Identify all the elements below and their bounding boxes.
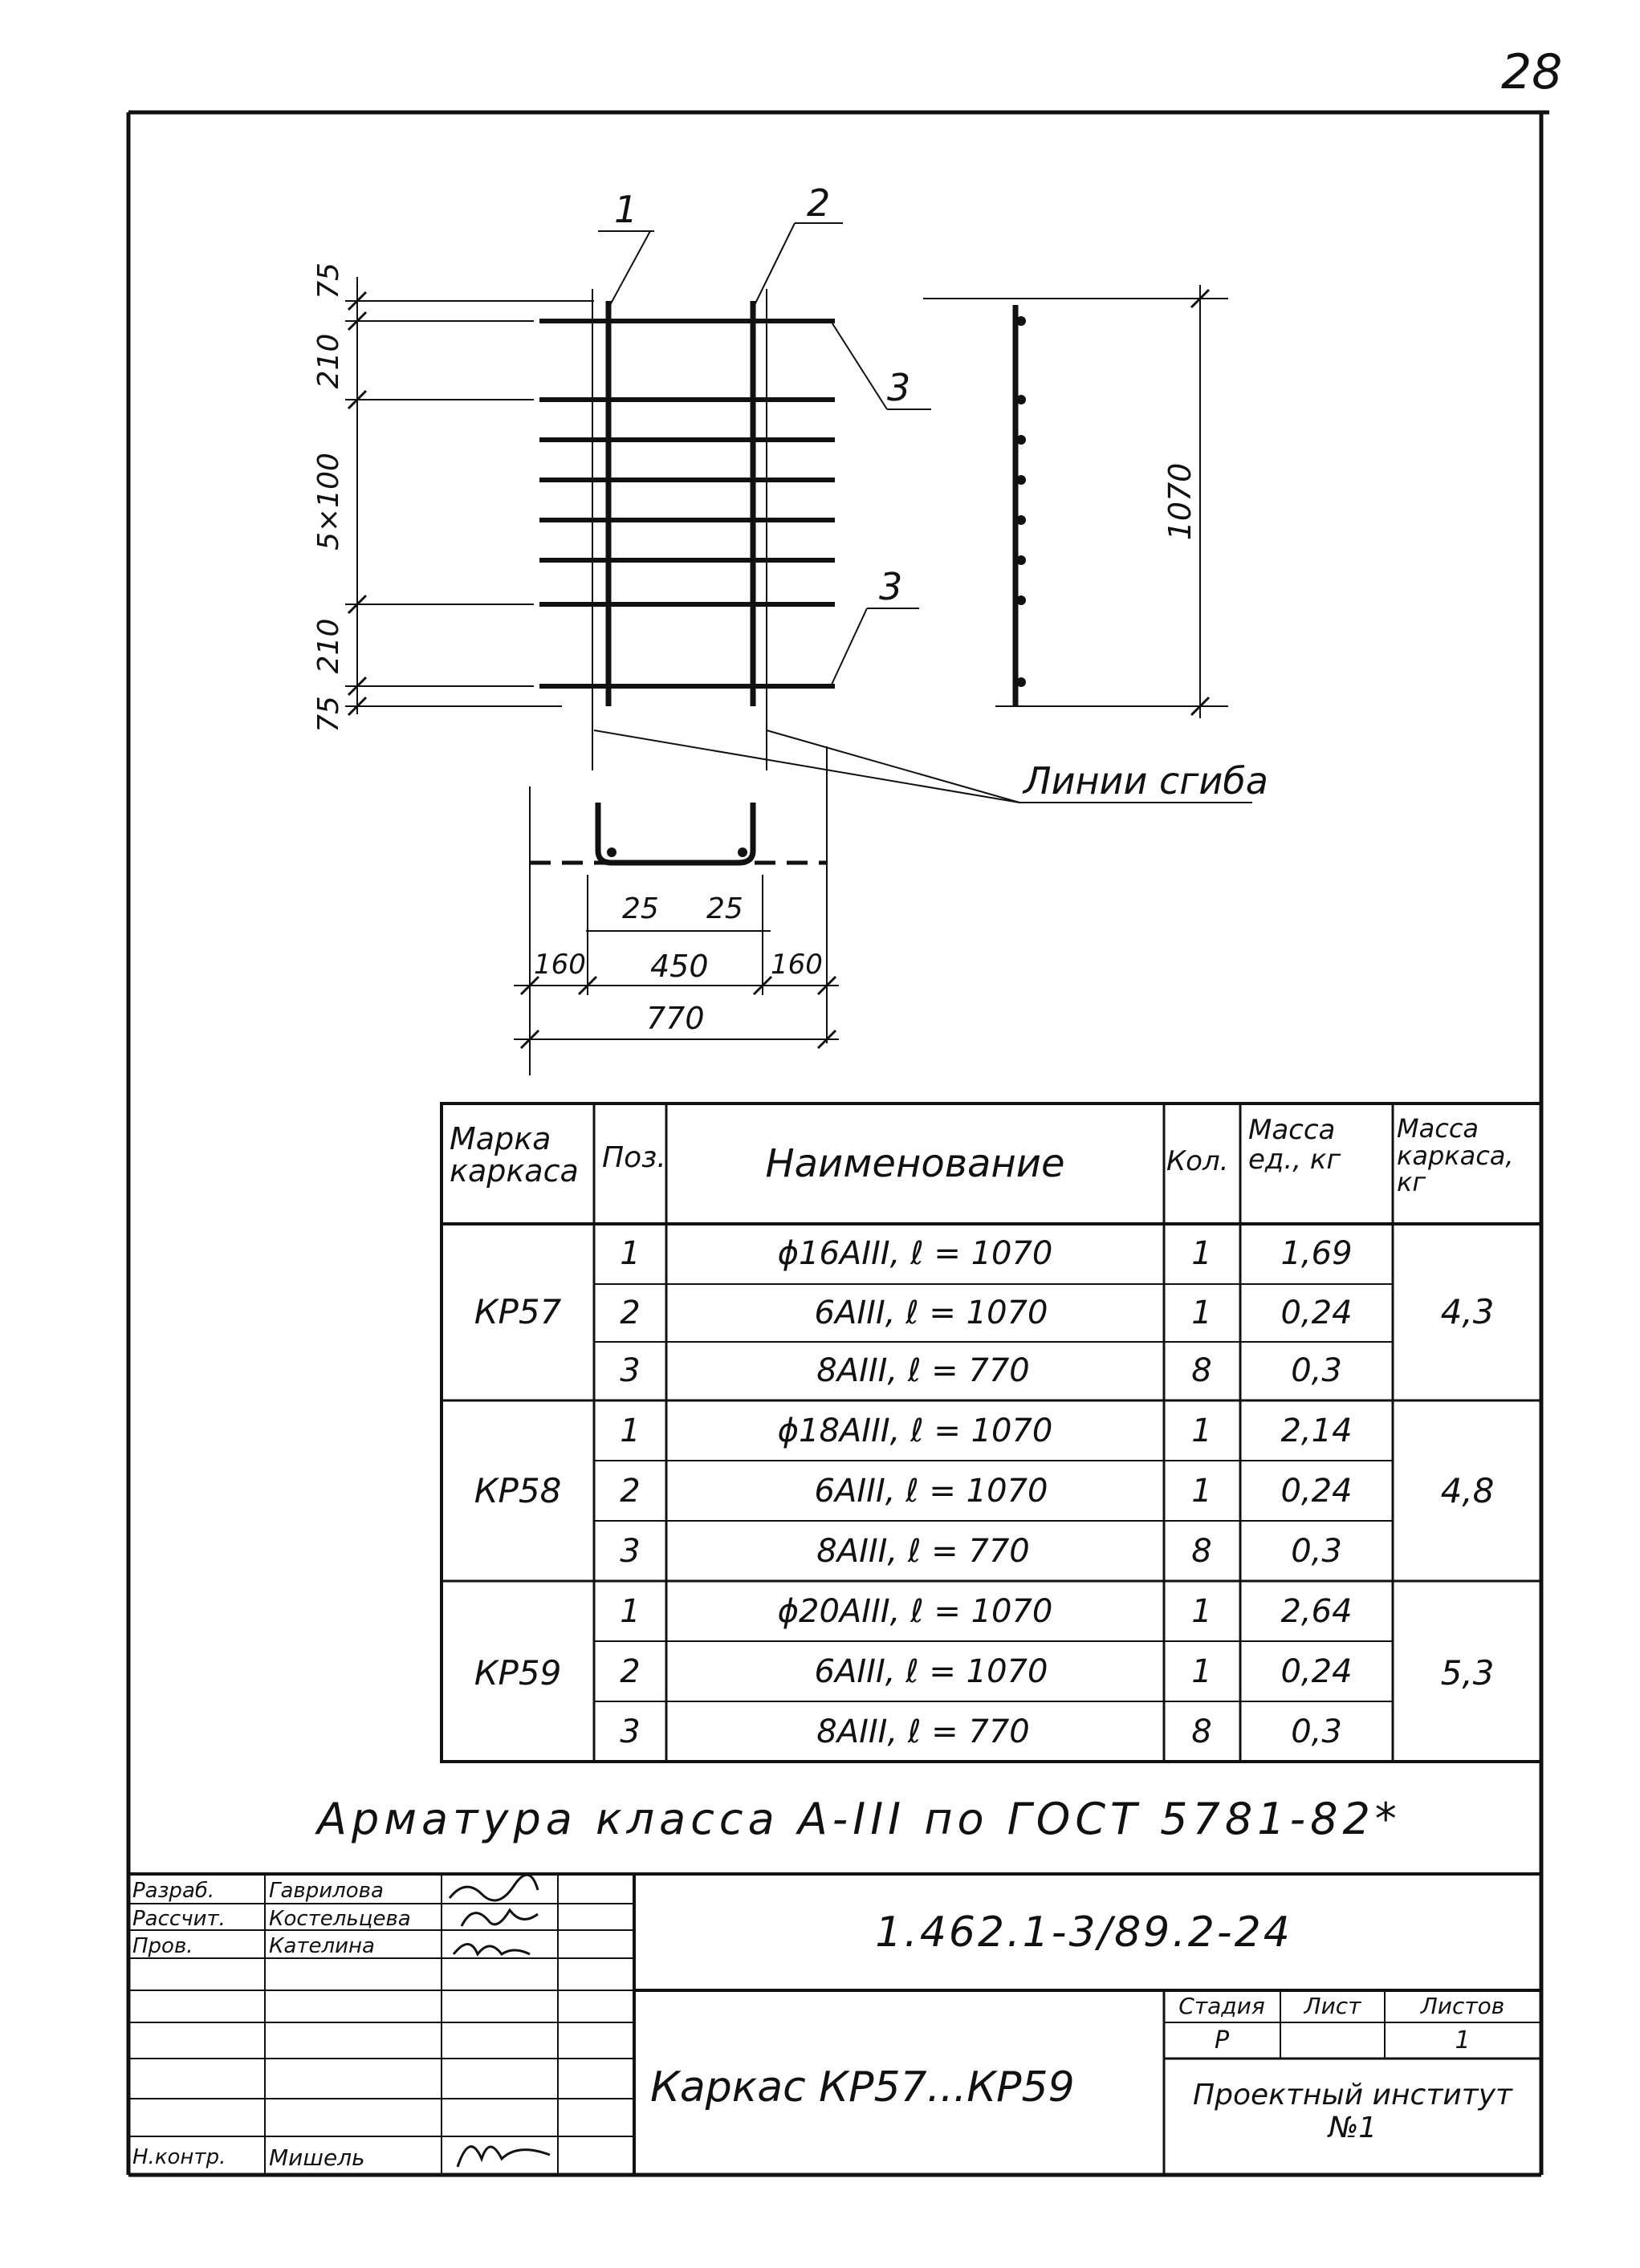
row-mass: 0,24: [1280, 1653, 1353, 1690]
name-developer: Гаврилова: [269, 1879, 384, 1903]
dim-450: 450: [650, 949, 709, 984]
row-mass: 0,3: [1291, 1533, 1342, 1570]
role-developer: Разраб.: [132, 1879, 215, 1903]
row-mass: 0,24: [1280, 1473, 1353, 1510]
header-mark: Марка каркаса: [450, 1121, 579, 1189]
dim-210-bottom: 210: [312, 618, 345, 674]
row-qty: 1: [1191, 1473, 1212, 1510]
header-unit-mass: Масса ед., кг: [1248, 1114, 1341, 1177]
pos-label-1: 1: [614, 188, 638, 231]
frame-mass-kr58: 4,8: [1440, 1471, 1495, 1510]
dim-75-top: 75: [312, 262, 345, 299]
row-qty: 8: [1191, 1352, 1212, 1389]
sheet-label: Лист: [1304, 1993, 1361, 2019]
name-checked: Кателина: [269, 1934, 375, 1958]
row-name: ϕ16АIII, ℓ = 1070: [777, 1235, 1053, 1272]
pos-label-2: 2: [807, 181, 831, 225]
row-name: ϕ18АIII, ℓ = 1070: [777, 1412, 1053, 1449]
row-name: 6АIII, ℓ = 1070: [814, 1653, 1048, 1690]
header-pos: Поз.: [602, 1141, 666, 1174]
row-pos: 2: [620, 1473, 641, 1510]
row-mass: 2,64: [1280, 1593, 1353, 1630]
dim-75-bottom: 75: [312, 696, 345, 733]
drawing-title: Каркас КР57...КР59: [650, 2063, 1075, 2112]
reinforcement-note: Арматура класса А-III по ГОСТ 5781-82*: [317, 1794, 1402, 1844]
pos-label-3-top: 3: [887, 366, 911, 409]
row-qty: 8: [1191, 1533, 1212, 1570]
row-mass: 1,69: [1280, 1235, 1353, 1272]
sheets-value: 1: [1455, 2026, 1471, 2055]
row-name: 8АIII, ℓ = 770: [816, 1352, 1030, 1389]
row-mass: 0,24: [1280, 1295, 1353, 1331]
row-pos: 3: [620, 1713, 641, 1750]
row-pos: 2: [620, 1295, 641, 1331]
row-qty: 1: [1191, 1653, 1212, 1690]
signature-strokes: [450, 1875, 550, 2167]
dim-25-right: 25: [706, 892, 743, 925]
row-mass: 0,3: [1291, 1713, 1342, 1750]
frame-mass-kr59: 5,3: [1440, 1653, 1495, 1693]
row-mass: 0,3: [1291, 1352, 1342, 1389]
stage-label: Стадия: [1178, 1993, 1265, 2019]
row-qty: 1: [1191, 1593, 1212, 1630]
row-pos: 1: [620, 1593, 641, 1630]
row-pos: 2: [620, 1653, 641, 1690]
organization: Проектный институт №1: [1193, 2079, 1512, 2145]
dim-160-left: 160: [534, 949, 586, 981]
name-norm-control: Мишель: [269, 2144, 365, 2171]
row-name: 8АIII, ℓ = 770: [816, 1533, 1030, 1570]
pos-label-3-bottom: 3: [879, 565, 903, 608]
frame-mark-kr58: КР58: [474, 1471, 562, 1510]
page-number: 28: [1501, 44, 1563, 100]
frame-mass-kr57: 4,3: [1440, 1292, 1495, 1331]
dim-160-right: 160: [771, 949, 823, 981]
frame-mark-kr57: КР57: [474, 1292, 562, 1331]
dim-1070: 1070: [1162, 462, 1198, 541]
row-name: 6АIII, ℓ = 1070: [814, 1473, 1048, 1510]
row-qty: 8: [1191, 1713, 1212, 1750]
dim-770: 770: [646, 1001, 705, 1036]
header-qty: Кол.: [1166, 1145, 1229, 1177]
row-qty: 1: [1191, 1235, 1212, 1272]
row-pos: 3: [620, 1533, 641, 1570]
role-checked: Пров.: [132, 1934, 193, 1958]
header-frame-mass: Масса каркаса, кг: [1397, 1113, 1514, 1198]
role-calculated: Рассчит.: [132, 1907, 226, 1931]
sheets-label: Листов: [1420, 1993, 1505, 2019]
dim-5x100: 5×100: [312, 453, 345, 551]
stage-value: Р: [1214, 2026, 1230, 2055]
row-name: ϕ20АIII, ℓ = 1070: [777, 1593, 1053, 1630]
row-qty: 1: [1191, 1412, 1212, 1449]
row-pos: 1: [620, 1412, 641, 1449]
bend-lines-label: Линии сгиба: [1023, 759, 1268, 803]
row-name: 8АIII, ℓ = 770: [816, 1713, 1030, 1750]
row-qty: 1: [1191, 1295, 1212, 1331]
header-name: Наименование: [765, 1141, 1065, 1186]
dim-210-top: 210: [312, 333, 345, 389]
row-pos: 1: [620, 1235, 641, 1272]
row-name: 6АIII, ℓ = 1070: [814, 1295, 1048, 1331]
dim-25-left: 25: [622, 892, 659, 925]
role-norm-control: Н.контр.: [132, 2145, 226, 2169]
frame-mark-kr59: КР59: [474, 1653, 562, 1693]
row-pos: 3: [620, 1352, 641, 1389]
row-mass: 2,14: [1280, 1412, 1353, 1449]
document-code: 1.462.1-3/89.2-24: [875, 1908, 1292, 1957]
name-calculated: Костельцева: [269, 1907, 411, 1931]
